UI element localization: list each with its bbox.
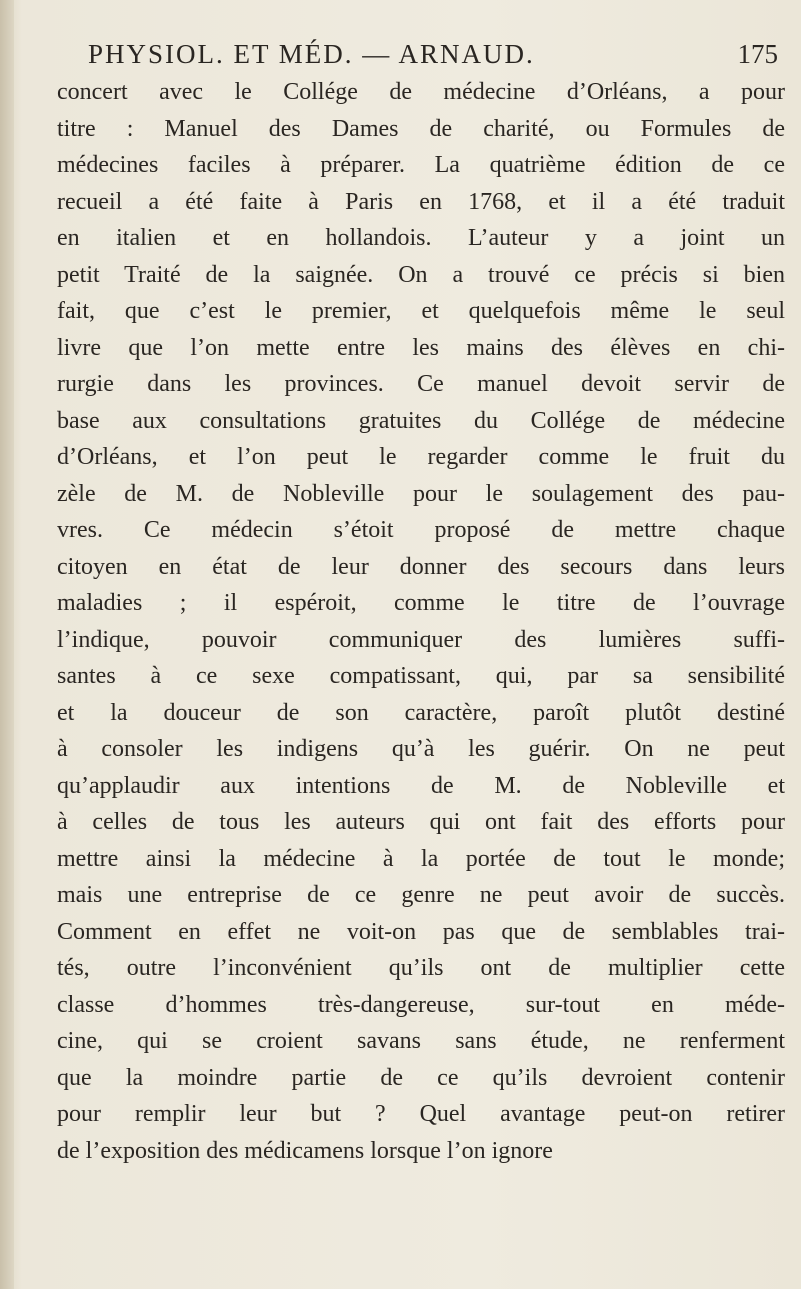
text-line: titre : Manuel des Dames de charité, ou Formules de (57, 115, 785, 142)
text-line: et la douceur de son caractère, paroît plutôt destiné (57, 699, 785, 726)
running-header (88, 34, 778, 74)
text-line: à consoler les indigens qu’à les guérir. On ne peut (57, 736, 785, 762)
text-line: qu’applaudir aux intentions de M. de Nobleville et (57, 772, 785, 799)
text-line: pour remplir leur but ? Quel avantage peut-on retirer (57, 1101, 785, 1127)
page-number: 175 (737, 39, 778, 69)
text-line: en italien et en hollandois. L’auteur y a joint un (57, 225, 785, 251)
text-line: maladies ; il espéroit, comme le titre de l’ouvrage (57, 590, 785, 616)
text-line: santes à ce sexe compatissant, qui, par sa sensibilité (57, 663, 785, 689)
text-line: mais une entreprise de ce genre ne peut avoir de succès. (57, 882, 785, 908)
text-line: zèle de M. de Nobleville pour le soulagement des pau- (57, 480, 785, 507)
text-line: que la moindre partie de ce qu’ils devroient contenir (57, 1064, 785, 1091)
text-line: vres. Ce médecin s’étoit proposé de mettre chaque (57, 517, 785, 543)
body-text (57, 74, 785, 1169)
text-line: citoyen en état de leur donner des secours dans leurs (57, 553, 785, 580)
text-line: base aux consultations gratuites du Collége de médecine (57, 407, 785, 434)
text-line: recueil a été faite à Paris en 1768, et il a été traduit (57, 188, 785, 215)
text-line: tés, outre l’inconvénient qu’ils ont de multiplier cette (57, 955, 785, 981)
running-title: PHYSIOL. ET MÉD. — ARNAUD. (88, 39, 535, 69)
text-line: concert avec le Collége de médecine d’Orléans, a pour (57, 79, 785, 105)
text-line: petit Traité de la saignée. On a trouvé ce précis si bien (57, 261, 785, 288)
text-line: de l’exposition des médicamens lorsque l’on ignore (57, 1137, 553, 1164)
text-line: fait, que c’est le premier, et quelquefois même le seul (57, 298, 785, 324)
page-gutter-shadow (0, 0, 14, 1289)
text-line: cine, qui se croient savans sans étude, ne renferment (57, 1028, 785, 1054)
text-line: à celles de tous les auteurs qui ont fait des efforts pour (57, 809, 785, 835)
text-line: rurgie dans les provinces. Ce manuel devoit servir de (57, 371, 785, 397)
text-line: classe d’hommes très-dangereuse, sur-tout en méde- (57, 991, 785, 1018)
text-line: l’indique, pouvoir communiquer des lumières suffi- (57, 626, 785, 653)
text-line: d’Orléans, et l’on peut le regarder comme le fruit du (57, 444, 785, 470)
text-line: médecines faciles à préparer. La quatrième édition de ce (57, 152, 785, 178)
text-line: livre que l’on mette entre les mains des élèves en chi- (57, 334, 785, 361)
text-line: Comment en effet ne voit-on pas que de semblables trai- (57, 918, 785, 945)
text-line: mettre ainsi la médecine à la portée de tout le monde; (57, 845, 785, 872)
